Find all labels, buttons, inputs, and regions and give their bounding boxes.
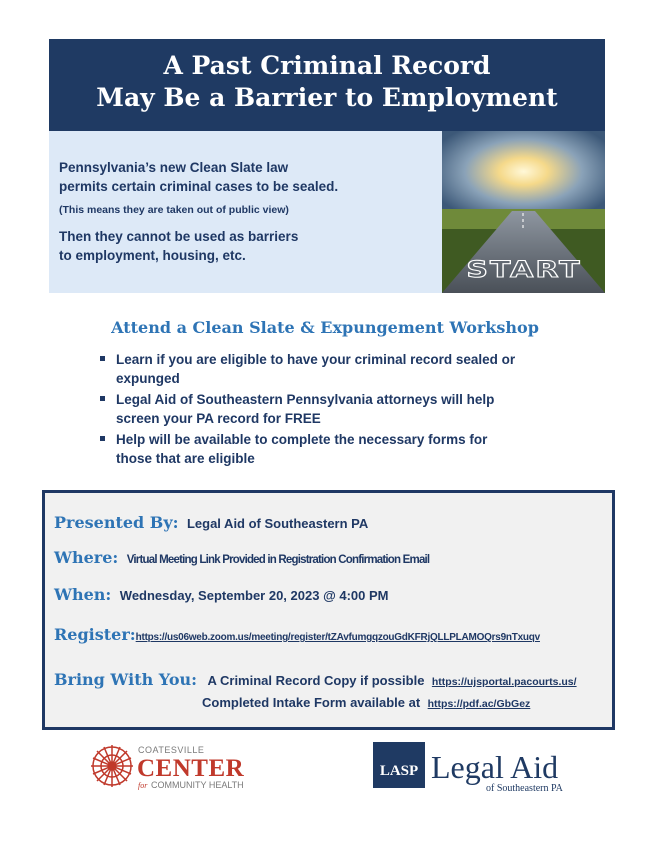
bullet-text-2a: Legal Aid of Southeastern Pennsylvania attorneys will help <box>116 392 495 407</box>
intake-form-link[interactable]: https://pdf.ac/GbGez <box>427 698 531 710</box>
register-row <box>54 625 540 645</box>
intro-line-2: permits certain criminal cases to be sealed. <box>59 179 339 194</box>
intro-line-1: Pennsylvania’s new Clean Slate law <box>59 160 289 175</box>
where-value: Virtual Meeting Link Provided in Registration Confirmation Email <box>126 554 430 566</box>
ujsportal-link[interactable]: https://ujsportal.pacourts.us/ <box>431 676 577 688</box>
intro-note: (This means they are taken out of public view) <box>59 204 289 216</box>
intro-text <box>59 158 338 196</box>
legal-aid-text: Legal Aid <box>431 749 559 785</box>
register-link[interactable]: https://us06web.zoom.us/meeting/register/tZAvfumgqzouGdKFRjQLLPLAMOQrs9nTxuqv <box>135 632 540 643</box>
bring-item-1: A Criminal Record Copy if possible <box>207 673 425 688</box>
presented-value: Legal Aid of Southeastern PA <box>186 516 369 531</box>
intro-text-2 <box>59 227 298 265</box>
legal-aid-logo <box>373 742 573 802</box>
coatesville-main-text: CENTER <box>137 755 245 782</box>
event-details-box <box>42 490 615 730</box>
header-line-1: A Past Criminal Record <box>163 51 491 80</box>
legal-aid-sub-text: of Southeastern PA <box>486 783 563 794</box>
list-item <box>98 350 568 388</box>
square-bullet-icon <box>100 396 105 401</box>
when-value: Wednesday, September 20, 2023 @ 4:00 PM <box>119 588 389 603</box>
coatesville-for-text: for <box>138 781 148 790</box>
workshop-title: Attend a Clean Slate & Expungement Workshop <box>111 318 539 337</box>
presented-label: Presented By: <box>54 513 179 532</box>
flyer-header <box>49 39 605 131</box>
bring-label: Bring With You: <box>54 670 198 689</box>
intro-panel <box>49 131 442 293</box>
bullet-text-1a: Learn if you are eligible to have your criminal record sealed or <box>116 352 516 367</box>
where-row <box>54 548 429 568</box>
bring-row-2 <box>202 694 530 712</box>
bullet-text-2b: screen your PA record for FREE <box>116 411 321 426</box>
bullet-text-3b: those that are eligible <box>116 451 255 466</box>
square-bullet-icon <box>100 356 105 361</box>
coatesville-sub-text: COMMUNITY HEALTH <box>151 780 244 790</box>
register-label: Register: <box>54 625 136 644</box>
intro-line-4: to employment, housing, etc. <box>59 248 246 263</box>
intro-line-3: Then they cannot be used as barriers <box>59 229 299 244</box>
coatesville-center-logo <box>88 740 288 800</box>
workshop-bullets <box>98 350 568 470</box>
bring-row <box>54 670 577 690</box>
coatesville-top-text: COATESVILLE <box>138 745 205 755</box>
coatesville-logo-graphic <box>88 740 288 800</box>
bullet-text-1b: expunged <box>116 371 180 386</box>
square-bullet-icon <box>100 436 105 441</box>
list-item <box>98 430 568 468</box>
when-row <box>54 585 388 605</box>
road-start-text: START <box>466 256 582 283</box>
lasp-badge-text: LASP <box>379 763 419 779</box>
header-line-2: May Be a Barrier to Employment <box>96 83 558 112</box>
list-item <box>98 390 568 428</box>
bullet-text-3a: Help will be available to complete the necessary forms for <box>116 432 488 447</box>
presented-row <box>54 513 368 533</box>
where-label: Where: <box>54 548 119 567</box>
start-road-photo <box>442 131 605 293</box>
when-label: When: <box>54 585 112 604</box>
bring-item-2: Completed Intake Form available at <box>202 695 421 710</box>
